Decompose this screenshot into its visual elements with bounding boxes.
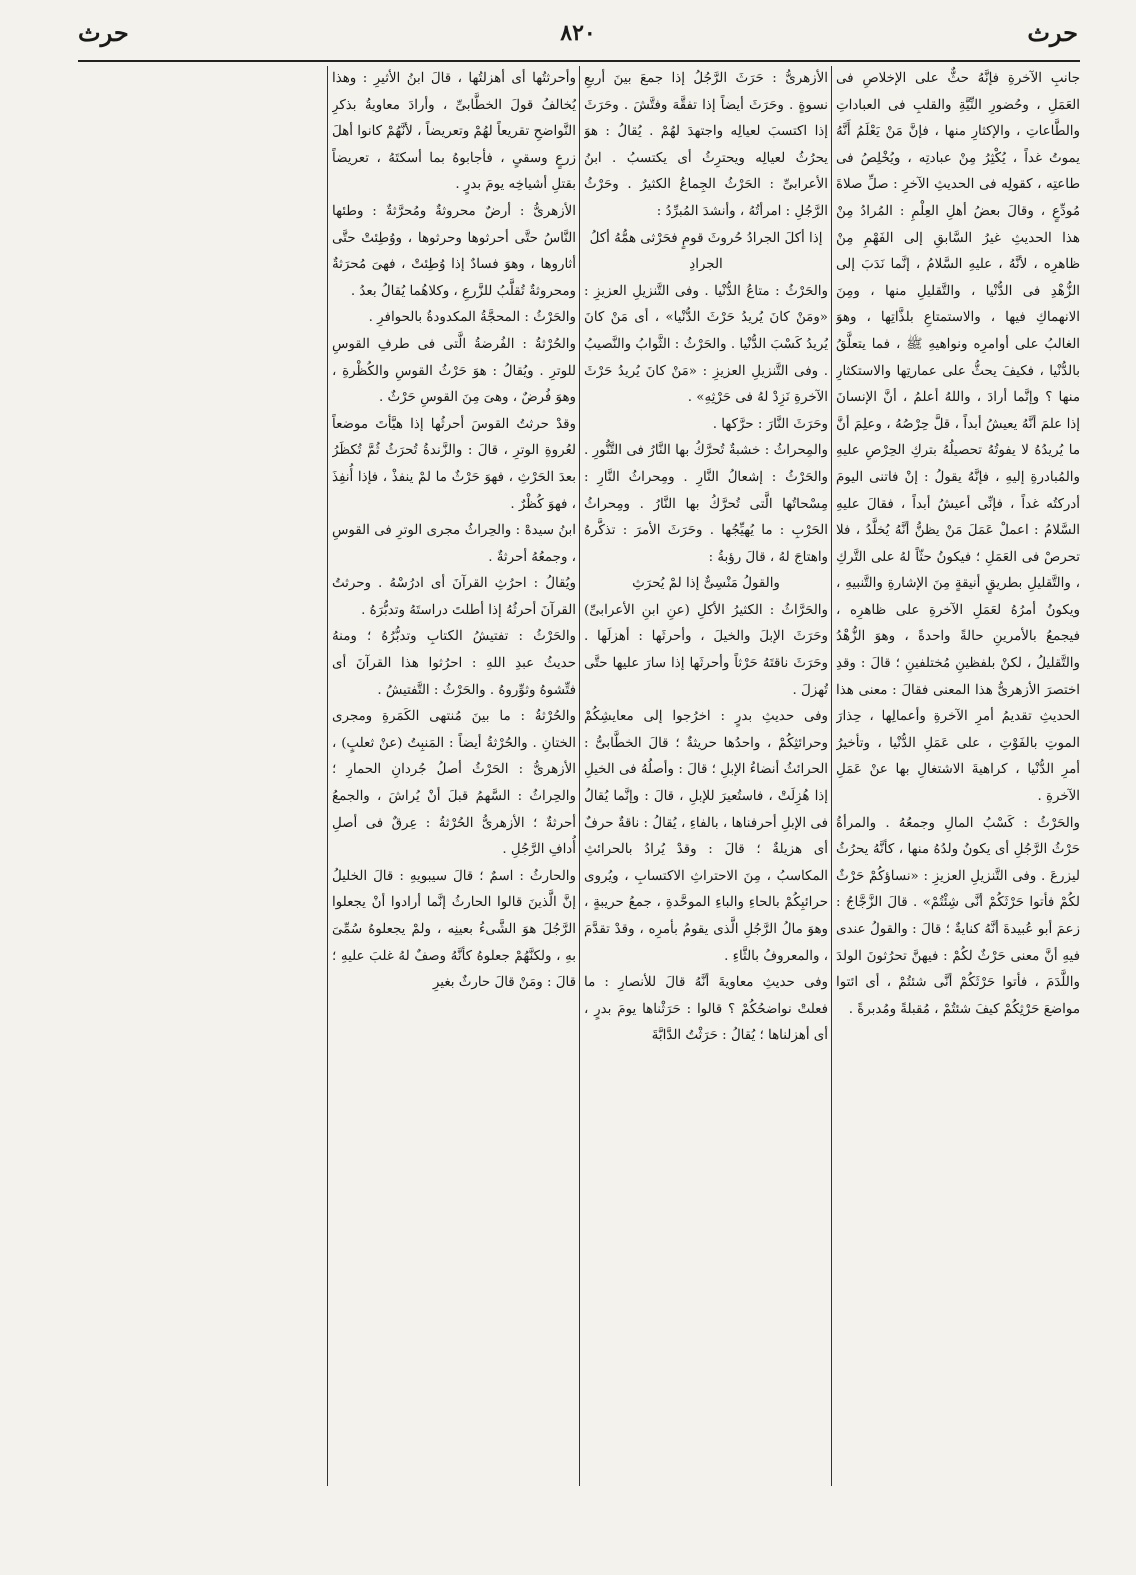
- paragraph: والحَرْثُ : متاعُ الدُّنْيا . وفى التَّنزيلِ العزيزِ : «ومَنْ كانَ يُريدُ حَرْثَ الدُّنْيا» ، أى مَنْ كانَ يُريدُ كَسْبَ الدُّنْيا . والحَرْثُ : الثَّوابُ والنَّصيبُ . وفى التَّنزيلِ العزيزِ : «مَنْ كانَ يُريدُ حَرْثَ الآخرةِ نَزِدْ لهُ فى حَرْثِهِ» .: [584, 283, 828, 406]
- paragraph: وقدْ حرثتُ القوسَ أحرثُها إذا هيَّأتَ موضعاً لعُروةِ الوترِ ، قالَ : والزَّندةُ تُحرَثُ ثُمَّ تُكظَرُ بعدَ الحَرْثِ ، فهوَ حَرْثٌ ما لمْ ينفذْ ، فإذا أُنفِذَ ، فهوَ كُظْرٌ .: [332, 416, 576, 512]
- paragraph: جانبِ الآخرةِ فإنَّهُ حثٌّ على الإخلاصِ فى العَمَلِ ، وحُضورِ النِّيَّةِ والقلبِ فى العباداتِ والطَّاعاتِ ، والإكثارِ منها ، فإنَّ مَنْ يَعْلَمُ أَنَّهُ يموتُ غداً ، يُكْثِرُ مِنْ عبادتِه ، ويُخْلِصُ فى طاعتِه ، كقولِه فى الحديثِ الآخرِ : صلِّ صلاةَ مُودِّعٍ ، وقالَ بعضُ أهلِ العِلْمِ : المُرادُ مِنْ هذا الحديثِ غيرُ السَّابقِ إلى الفَهْمِ مِنْ ظاهرِه ، لأنَّهُ ، عليهِ السَّلامُ ، إنَّما نَدَبَ إلى الزُّهْدِ فى الدُّنْيا ، والتَّقليلِ منها ، ومِنَ الانهماكِ فيها ، والاستمتاعِ بلذَّاتِها ، وهوَ الغالبُ على أوامرِه ونواهيهِ ﷺ ، فما يتعلَّقُ بالدُّنْيا ، فكيفَ يحثُّ على عمارتِها والاستكثارِ منها ؟ وإنَّما أرادَ ، واللهُ أعلمُ ، أنَّ الإنسانَ إذا علمَ أنَّهُ يعيشُ أبداً ، قلَّ حِرْصُهُ ، وعلِمَ أنَّ ما يُريدُهُ لا يفوتُهُ تحصيلُهُ بتركِ الحِرْصِ عليهِ والمُبادرةِ إليهِ ، فإنَّهُ يقولُ : إنْ فاتنى اليومَ أدركتُه غداً ، فإنِّى أعيشُ أبداً ، فقالَ عليهِ السَّلامُ : اعملْ عَمَلَ مَنْ يظنُّ أنَّهُ يُخلَّدُ ، فلا تحرصْ فى العَمَلِ ؛ فيكونُ حثّاً لهُ على التَّركِ ، والتَّقليلِ بطريقٍ أنيقةٍ مِنَ الإشارةِ والتَّنبيهِ ، ويكونُ أمرُهُ لعَمَلِ الآخرةِ على ظاهرِه ، فيجمعُ بالأمرينِ حالةً واحدةً ، وهوَ الزُّهْدُ والتَّقليلُ ، لكنْ بلفظينِ مُختلفينِ ؛ قالَ : وقدِ اختصرَ الأزهرىُّ هذا المعنى فقالَ : معنى هذا الحديثِ تقديمُ أمرِ الآخرةِ وأعمالِها ، حِذارَ الموتِ بالفَوْتِ ، على عَمَلِ الدُّنْيا ، وتأخيرُ أمرِ الدُّنْيا ، كراهيةَ الاشتغالِ بها عنْ عَمَلِ الآخرةِ .: [836, 71, 1080, 805]
- paragraph: ابنُ سيدهْ : والحِراثُ مجرى الوترِ فى القوسِ ، وجمعُهُ أحرثةٌ .: [332, 523, 576, 565]
- header-headword-left: حرث: [78, 18, 129, 47]
- paragraph: والحُرْثةُ : الفُرضةُ الَّتى فى طرفِ القوسِ للوترِ . ويُقالُ : هوَ حَرْثُ القوسِ والكُظْرةِ ، وهوَ فُرضٌ ، وهىَ مِنَ القوسِ حَرْثٌ .: [332, 336, 576, 406]
- column-4: [80, 66, 324, 1486]
- paragraph: والحُرْثةُ : ما بينَ مُنتهى الكَمَرةِ ومجرى الختانِ . والحُرْثةُ أيضاً : المَنبِتُ (عنْ ثعلبٍ) ، الأزهرىُّ : الحَرْثُ أصلُ جُردانِ الحمارِ ؛ والحِراثُ : السَّهمُ قبلَ أنْ يُراشَ ، والجمعُ أحرثةٌ ؛ الأزهرىُّ الحُرْثةُ : عِرقٌ فى أصلِ أُدافِ الرَّجُلِ .: [332, 709, 576, 858]
- header-rule: [78, 60, 1080, 62]
- column-divider: [327, 66, 328, 1486]
- verse: إذا أكلَ الجرادُ حُروثَ قومٍ فحَرْثى همُّهُ أكلُ الجرادِ: [589, 230, 823, 273]
- paragraph: وحَرَثَ النَّارَ : حرَّكها .: [712, 416, 828, 432]
- paragraph: والحَرْثُ : المحجَّةُ المكدودةُ بالحوافرِ .: [368, 310, 576, 326]
- column-divider: [579, 66, 580, 1486]
- paragraph: والحَرَّاثُ : الكثيرُ الأكلِ (عنِ ابنِ الأعرابىِّ) وحَرَثَ الإبلَ والخيلَ ، وأحرثَها : أهزلَها . وحَرَثَ ناقتَهُ حَرْثاً وأحرثَها إذا سارَ عليها حتَّى تُهزلَ .: [584, 602, 828, 698]
- paragraph: والحَرْثُ : كَسْبُ المالِ وجمعُهُ . والمرأةُ حَرْثُ الرَّجُلِ أى يكونُ ولدُهُ منها ، كأنَّهُ يحرُثُ ليزرعَ . وفى التَّنزيلِ العزيزِ : «نساؤكُمْ حَرْثٌ لكُمْ فأتوا حَرْثَكُمْ أنَّى شِئْتُمْ» . قالَ الزَّجَّاجُ : زعمَ أبو عُبيدةَ أنَّهُ كنايةٌ ؛ قالَ : والقولُ عندى فيهِ أنَّ معنى حَرْثٌ لكُمْ : فيهنَّ تحرُثونَ الولدَ واللَّدَمَ ، فأتوا حَرْثَكُمْ أنَّى شئتُمْ ، أى ائتوا مواضعَ حَرْثِكُمْ كيفَ شئتُمْ ، مُقبلةً ومُدبرةً .: [836, 815, 1080, 1017]
- paragraph: الأزهرىُّ : أرضٌ محروثةٌ ومُحرَّثةٌ : وطئها النَّاسُ حتَّى أحرثوها وحرثوها ، ووُطِئتْ حتَّى أثاروها ، وهوَ فسادٌ إذا وُطِئتْ ، فهىَ مُحرَثةٌ ومحروثةٌ تُقلَّبُ للزَّرعِ ، وكلاهُما يُقالُ بعدُ .: [332, 203, 576, 299]
- paragraph: والحَرْثُ : تفتيشُ الكتابِ وتدبُّرُهُ ؛ ومنهُ حديثُ عبدِ اللهِ : احرُثوا هذا القرآنَ أى فتِّشوهُ وثوِّروهُ . والحَرْثُ : التَّفتيشُ .: [332, 629, 576, 698]
- column-divider: [831, 66, 832, 1486]
- page-number: ٨٢٠: [560, 20, 596, 46]
- paragraph: وفى حديثِ بدرٍ : اخرُجوا إلى معايشِكُمْ وحرائثِكُمْ ، واحدُها حريثةٌ ؛ قالَ الخطَّابىُّ : الحرائثُ أنضاءُ الإبلِ ؛ قالَ : وأصلُهُ فى الخيلِ إذا هُزِلَتْ ، فاستُعيرَ للإبلِ ، قالَ : وإنَّما يُقالُ فى الإبلِ أحرفناها ، بالفاءِ ، يُقالُ : ناقةٌ حرفٌ أى هزيلةٌ ؛ قالَ : وقدْ يُرادُ بالحرائثِ المكاسبُ ، مِنَ الاحتراثِ الاكتسابِ ، ويُروى حرائبِكُمْ بالحاءِ والباءِ الموحَّدةِ ، جمعُ حريبةٍ ، وهوَ مالُ الرَّجُلِ الَّذى يقومُ بأمرِه ، وقدْ تقدَّمَ ، والمعروفُ بالثَّاءِ .: [584, 709, 828, 964]
- column-2: [584, 66, 828, 1486]
- verse: والقولُ مَنْسِىٌّ إذا لمْ يُحرَثِ: [632, 576, 780, 592]
- column-3: [332, 66, 576, 1486]
- paragraph: وأحرثتُها أى أهزلتُها ، قالَ ابنُ الأثيرِ : وهذا يُخالفُ قولَ الخطَّابىِّ ، وأرادَ معاويةُ بذكرِ النَّواضحِ تقريعاً لهُمْ وتعريضاً ، لأنَّهُمْ كانوا أهلَ زرعٍ وسقىٍ ، فأجابوهُ بما أسكتَهُ ، تعريضاً بقتلِ أشياخِه يومَ بدرٍ .: [332, 71, 576, 193]
- header-headword-right: حرث: [1027, 18, 1078, 47]
- paragraph: والحارثُ : اسمٌ ؛ قالَ سيبويهِ : قالَ الخليلُ إنَّ الَّذينَ قالوا الحارثُ إنَّما أرادوا أنْ يجعلوا الرَّجُلَ هوَ الشَّىءُ بعينِه ، ولمْ يجعلوهُ سُمِّىَ بهِ ، ولكنَّهُمْ جعلوهُ كأنَّهُ وصفٌ لهُ غلبَ عليهِ ؛ قالَ : ومَنْ قالَ حارثٌ بغيرِ: [332, 868, 576, 991]
- column-1: [836, 66, 1080, 1486]
- paragraph: ويُقالُ : احرُثِ القرآنَ أى ادرُسْهُ . وحرثتُ القرآنَ أحرثُهُ إذا أطلتَ دراستَهُ وتدبُّرَهُ .: [332, 576, 576, 618]
- paragraph: الأزهرىُّ : حَرَثَ الرَّجُلُ إذا جمعَ بينَ أربعِ نسوةٍ . وحَرَثَ أيضاً إذا تفقَّهَ وفتَّشَ . وحَرَثَ إذا اكتسبَ لعيالِه واجتهدَ لهُمْ . يُقالُ : هوَ يحرُثُ لعيالِه ويحترِثُ أى يكتسبُ . ابنُ الأعرابىِّ : الحَرْثُ الجِماعُ الكثيرُ . وحَرْثُ الرَّجُلِ : امرأتُهُ ، وأنشدَ المُبرِّدُ :: [584, 71, 828, 219]
- paragraph: وفى حديثِ معاويةَ أنَّهُ قالَ للأنصارِ : ما فعلتْ نواضحُكُمْ ؟ قالوا : حَرَثْناها يومَ بدرٍ ، أى أهزلناها ؛ يُقالُ : حَرَثْتُ الدَّابَّةَ: [584, 975, 828, 1044]
- text-columns: [78, 66, 1080, 1491]
- page-header: [78, 14, 1078, 58]
- paragraph: والمِحراثُ : خشبةٌ تُحرَّكُ بها النَّارُ فى التَّنُّورِ . والحَرْثُ : إشعالُ النَّارِ . ومِحراثُ النَّارِ : مِسْحاتُها الَّتى تُحرَّكُ بها النَّارُ . ومِحراثُ الحَرْبِ : ما يُهيِّجُها . وحَرَثَ الأمرَ : تذكَّرهُ واهتاجَ لهُ ، قالَ رؤبةُ :: [584, 443, 828, 565]
